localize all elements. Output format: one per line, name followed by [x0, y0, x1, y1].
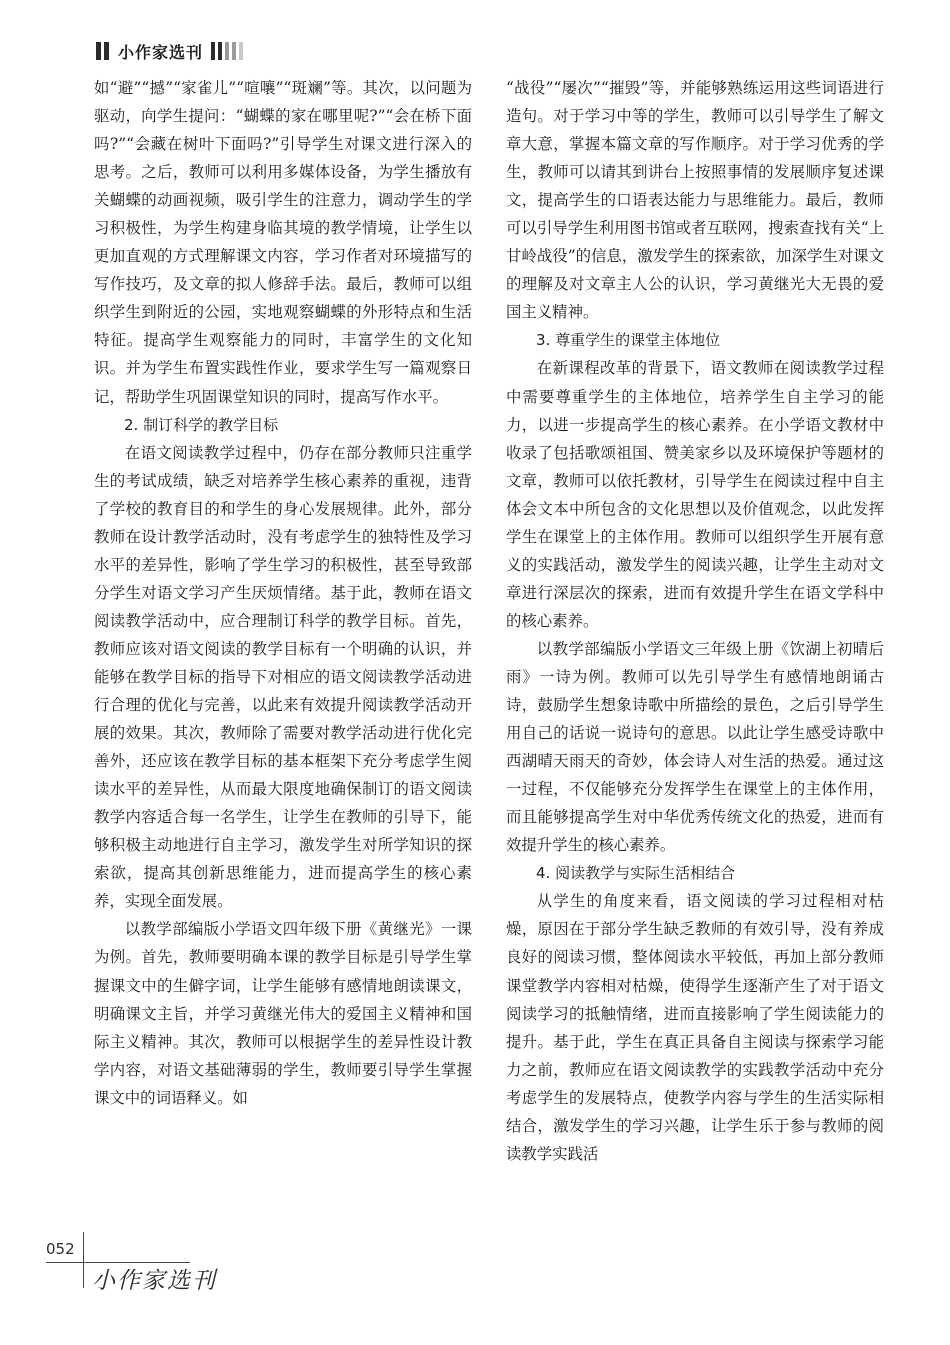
paragraph: 如“避”“撼”“家雀儿”“喧嚷”“斑斓”等。其次，以问题为驱动，向学生提问：“蝴蝶的家在哪里呢?”“会在桥下面吗?”“会藏在树叶下面吗?”引导学生对课文进行深入的思考。之后，教师可以利用多媒体设备，为学生播放有关蝴蝶的动画视频，吸引学生的注意力，调动学生的学习积极性，为学生构建身临其境的教学情境，让学生以更加直观的方式理解课文内容，学习作者对环境描写的写作技巧，及文章的拟人修辞手法。最后，教师可以组织学生到附近的公园，实地观察蝴蝶的外形特点和生活特征。提高学生观察能力的同时，丰富学生的文化知识。并为学生布置实践性作业，要求学生写一篇观察日记，帮助学生巩固课堂知识的同时，提高写作水平。	[94, 79, 472, 406]
paragraph: 在新课程改革的背景下，语文教师在阅读教学过程中需要尊重学生的主体地位，培养学生自主学习的能力，以进一步提高学生的核心素养。在小学语文教材中收录了包括歌颂祖国、赞美家乡以及环境保护等题材的文章，教师可以依托教材，引导学生在阅读过程中自主体会文本中所包含的文化思想以及价值观念，以此发挥学生在课堂上的主体作用。教师可以组织学生开展有意义的实践活动，激发学生的阅读兴趣，让学生主动对文章进行深层次的探索，进而有效提升学生在语文学科中的核心素养。	[506, 359, 884, 630]
right-text-column	[506, 74, 884, 1168]
left-text-column	[94, 74, 472, 1112]
header-bar-decoration	[239, 42, 243, 60]
header-bar-decoration	[225, 42, 229, 60]
section-heading: 4. 阅读教学与实际生活相结合	[536, 864, 736, 883]
section-heading: 2. 制订科学的教学目标	[124, 415, 279, 434]
header-bar-decoration	[104, 42, 109, 60]
header-bar-decoration	[96, 42, 101, 60]
journal-title: 小作家选刊	[118, 42, 204, 62]
section-heading: 3. 尊重学生的课堂主体地位	[536, 331, 721, 350]
paragraph: “战役”“屡次”“摧毁”等，并能够熟练运用这些词语进行造句。对于学习中等的学生，教师可以引导学生了解文章大意，掌握本篇文章的写作顺序。对于学习优秀的学生，教师可以请其到讲台上按照事情的发展顺序复述课文，提高学生的口语表达能力与思维能力。最后，教师可以引导学生利用图书馆或者互联网，搜索查找有关“上甘岭战役”的信息，激发学生的探索欲，加深学生对课文的理解及对文章主人公的认识，学习黄继光大无畏的爱国主义精神。	[506, 79, 884, 322]
running-header	[96, 40, 246, 62]
header-bar-decoration	[218, 42, 222, 60]
paragraph: 以教学部编版小学语文三年级上册《饮湖上初晴后雨》一诗为例。教师可以先引导学生有感情地朗诵古诗，鼓励学生想象诗歌中所描绘的景色，之后引导学生用自己的话说一说诗句的意思。以此让学生感受诗歌中西湖晴天雨天的奇妙，体会诗人对生活的热爱。通过这一过程，不仅能够充分发挥学生在课堂上的主体作用，而且能够提高学生对中华优秀传统文化的热爱，进而有效提升学生的核心素养。	[506, 639, 884, 855]
header-bar-decoration	[211, 42, 215, 60]
footer-journal-logo: 小作家选刊	[92, 1268, 217, 1294]
paragraph: 从学生的角度来看，语文阅读的学习过程相对枯燥，原因在于部分学生缺乏教师的有效引导，没有养成良好的阅读习惯，整体阅读水平较低，再加上部分教师课堂教学内容相对枯燥，使得学生逐渐产生了对于语文阅读学习的抵触情绪，进而直接影响了学生阅读能力的提升。基于此，学生在真正具备自主阅读与探索学习能力之前，教师应在语文阅读教学的实践教学活动中充分考虑学生的发展特点，使教学内容与学生的生活实际相结合，激发学生的学习兴趣，让学生乐于参与教师的阅读教学实践活	[506, 892, 884, 1163]
footer-divider-vertical	[83, 1232, 84, 1288]
paragraph: 在语文阅读教学过程中，仍存在部分教师只注重学生的考试成绩，缺乏对培养学生核心素养的重视，违背了学校的教育目的和学生的身心发展规律。此外，部分教师在设计教学活动时，没有考虑学生的独特性及学习水平的差异性，影响了学生学习的积极性，甚至导致部分学生对语文学习产生厌烦情绪。基于此，教师在语文阅读教学活动中，应合理制订科学的教学目标。首先，教师应该对语文阅读的教学目标有一个明确的认识，并能够在教学目标的指导下对相应的语文阅读教学活动进行合理的优化与完善，以此来有效提升阅读教学活动开展的效果。其次，教师除了需要对教学活动进行优化完善外，还应该在教学目标的基本框架下充分考虑学生阅读水平的差异性，从而最大限度地确保制订的语文阅读教学内容适合每一名学生，让学生在教师的引导下，能够积极主动地进行自主学习，激发学生对所学知识的探索欲，提高其创新思维能力，进而提高学生的核心素养，实现全面发展。	[94, 443, 472, 911]
header-bar-decoration	[232, 42, 236, 60]
paragraph: 以教学部编版小学语文四年级下册《黄继光》一课为例。首先，教师要明确本课的教学目标是引导学生掌握课文中的生僻字词，让学生能够有感情地朗读课文，明确课文主旨，并学习黄继光伟大的爱国主义精神和国际主义精神。其次，教师可以根据学生的差异性设计教学内容，对语文基础薄弱的学生，教师要引导学生掌握课文中的词语释义。如	[94, 920, 472, 1107]
page-number: 052	[46, 1240, 75, 1258]
